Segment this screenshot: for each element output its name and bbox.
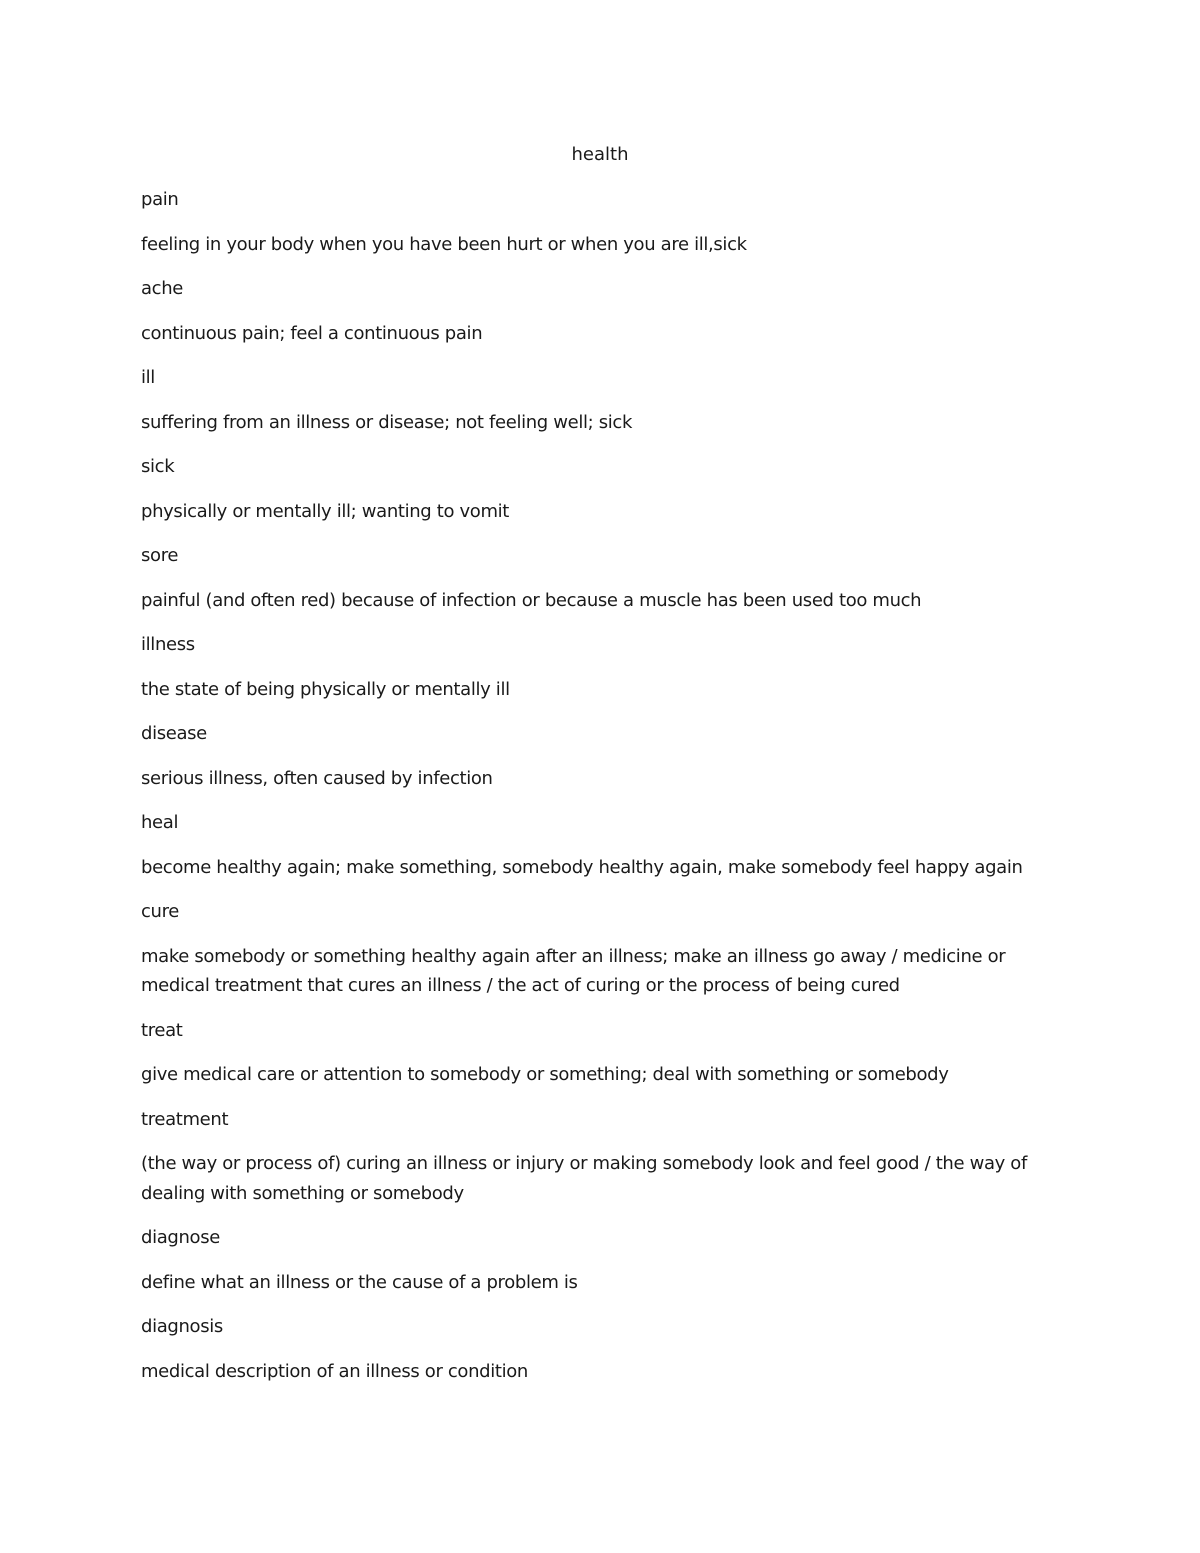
list-item (141, 363, 1041, 437)
vocabulary-term: pain (141, 189, 179, 210)
vocabulary-term: ill (141, 367, 155, 388)
vocabulary-definition: (the way or process of) curing an illness or injury or making somebody look and feel good / the way of dealing with something or somebody (141, 1153, 1027, 1204)
vocabulary-term: disease (141, 723, 207, 744)
vocabulary-definition: become healthy again; make something, somebody healthy again, make somebody feel happy again (141, 856, 1023, 878)
list-item (141, 1105, 1041, 1209)
vocabulary-term: treat (141, 1019, 183, 1041)
vocabulary-definition: suffering from an illness or disease; not feeling well; sick (141, 411, 633, 433)
vocabulary-definition: painful (and often red) because of infection or because a muscle has been used too much (141, 589, 922, 611)
list-item (141, 897, 1041, 1001)
list-item (141, 630, 1041, 704)
vocabulary-definition: define what an illness or the cause of a problem is (141, 1271, 578, 1293)
list-item (141, 1312, 1041, 1386)
vocabulary-term: heal (141, 812, 179, 833)
list-item (141, 185, 1041, 259)
vocabulary-list (141, 185, 1041, 1401)
vocabulary-definition: give medical care or attention to somebody or something; deal with something or somebody (141, 1064, 949, 1085)
list-item (141, 541, 1041, 615)
page-title: health (571, 144, 629, 165)
list-item (141, 452, 1041, 526)
vocabulary-definition: feeling in your body when you have been hurt or when you are ill,sick (141, 233, 747, 255)
vocabulary-term: diagnosis (141, 1316, 223, 1337)
vocabulary-definition: the state of being physically or mentally ill (141, 678, 510, 700)
vocabulary-definition: continuous pain; feel a continuous pain (141, 322, 483, 344)
vocabulary-term: ache (141, 278, 184, 299)
vocabulary-term: cure (141, 901, 179, 922)
vocabulary-definition: serious illness, often caused by infection (141, 767, 493, 789)
vocabulary-term: illness (141, 634, 195, 655)
vocabulary-definition: physically or mentally ill; wanting to vomit (141, 500, 509, 522)
vocabulary-term: sore (141, 545, 179, 566)
vocabulary-term: sick (141, 456, 175, 477)
list-item (141, 274, 1041, 348)
vocabulary-term: diagnose (141, 1227, 220, 1248)
list-item (141, 719, 1041, 793)
list-item (141, 1223, 1041, 1297)
list-item (141, 1016, 1041, 1090)
list-item (141, 808, 1041, 882)
vocabulary-definition: medical description of an illness or condition (141, 1360, 528, 1382)
vocabulary-term: treatment (141, 1108, 229, 1130)
vocabulary-definition: make somebody or something healthy again after an illness; make an illness go away / medicine or medical treatment that cures an illness / the act of curing or the process of being cured (141, 945, 1006, 996)
